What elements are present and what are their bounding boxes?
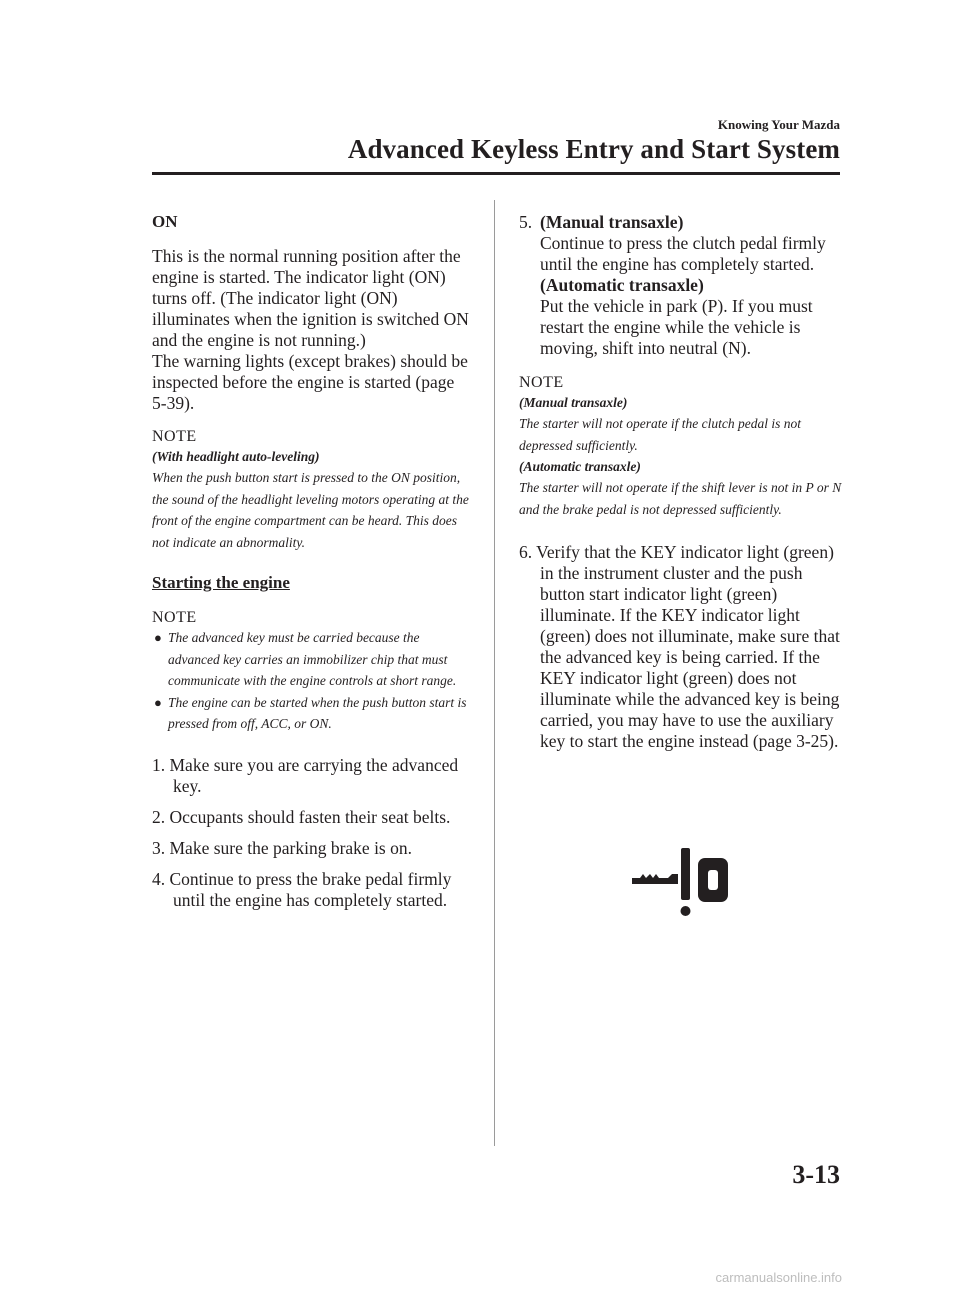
bullet-icon: ● — [154, 694, 162, 710]
bullet-icon: ● — [154, 630, 162, 645]
step-1: 1. Make sure you are carrying the advanced key. — [152, 754, 459, 796]
note-subheading: (With headlight auto-leveling) — [152, 449, 320, 464]
note-heading: NOTE — [152, 428, 197, 445]
note-text: The starter will not operate if the clutch pedal is not depressed sufficiently. — [519, 416, 801, 453]
step-6: 6. Verify that the KEY indicator light (green) in the instrument cluster and the push button start indicator light (green) illuminate. If the KEY indicator light (green) does not illuminate, make sure that the advanced key is being carried. If the KEY indicator light (green) does not illuminate while the advanced key is being carried, you may have to use the auxiliary key to start the engine instead (page 3-25). — [519, 542, 840, 751]
step-5 — [519, 212, 844, 359]
note-subheading: (Automatic transaxle) — [519, 459, 641, 474]
step-3: 3. Make sure the parking brake is on. — [152, 837, 412, 858]
manual-transaxle-text: Continue to press the clutch pedal firmly until the engine has completely started. — [540, 233, 826, 274]
key-warning-indicator-icon-svg — [628, 844, 732, 920]
warning-paragraph: The warning lights (except brakes) should be inspected before the engine is started (page 5-39). — [152, 351, 468, 413]
on-paragraph: This is the normal running position after the engine is started. The indicator light (ON) turns off. (The indicator light (ON) illuminates when the ignition is switched ON and the engine is not running.) — [152, 246, 469, 350]
step-4: 4. Continue to press the brake pedal firmly until the engine has completely started. — [152, 868, 452, 910]
starting-engine-heading: Starting the engine — [152, 573, 290, 592]
note-heading: NOTE — [519, 374, 564, 391]
right-column — [519, 212, 844, 752]
note-text: When the push button start is pressed to the ON position, the sound of the headlight leveling motors operating at the front of the engine compartment can be heard. This does not indicate an abnormality. — [152, 470, 469, 550]
watermark: carmanualsonline.info — [715, 1270, 842, 1285]
column-divider — [494, 200, 495, 1146]
step-2: 2. Occupants should fasten their seat belts. — [152, 806, 451, 827]
bullet-text: The advanced key must be carried because the advanced key carries an immobilizer chip that must communicate with the engine controls at short range. — [168, 630, 457, 688]
note-bullet — [152, 692, 472, 735]
key-warning-indicator-icon — [628, 844, 732, 920]
section-label: Knowing Your Mazda — [717, 117, 840, 132]
note-subheading: (Manual transaxle) — [519, 395, 628, 410]
page-number: 3-13 — [792, 1160, 840, 1189]
bullet-text: The engine can be started when the push button start is pressed from off, ACC, or ON. — [168, 694, 467, 731]
note-text: The starter will not operate if the shift lever is not in P or N and the brake pedal is not depressed sufficiently. — [519, 480, 842, 517]
on-heading: ON — [152, 212, 178, 231]
header-rule — [152, 172, 840, 175]
step-5-number: 5. — [519, 212, 533, 232]
note-bullet — [152, 627, 472, 692]
automatic-transaxle-label: (Automatic transaxle) — [540, 275, 704, 295]
page-title: Advanced Keyless Entry and Start System — [347, 134, 840, 164]
manual-transaxle-label: (Manual transaxle) — [540, 212, 684, 232]
automatic-transaxle-text: Put the vehicle in park (P). If you must restart the engine while the vehicle is moving, shift into neutral (N). — [540, 296, 813, 358]
note-heading: NOTE — [152, 609, 197, 626]
left-column — [152, 212, 472, 911]
